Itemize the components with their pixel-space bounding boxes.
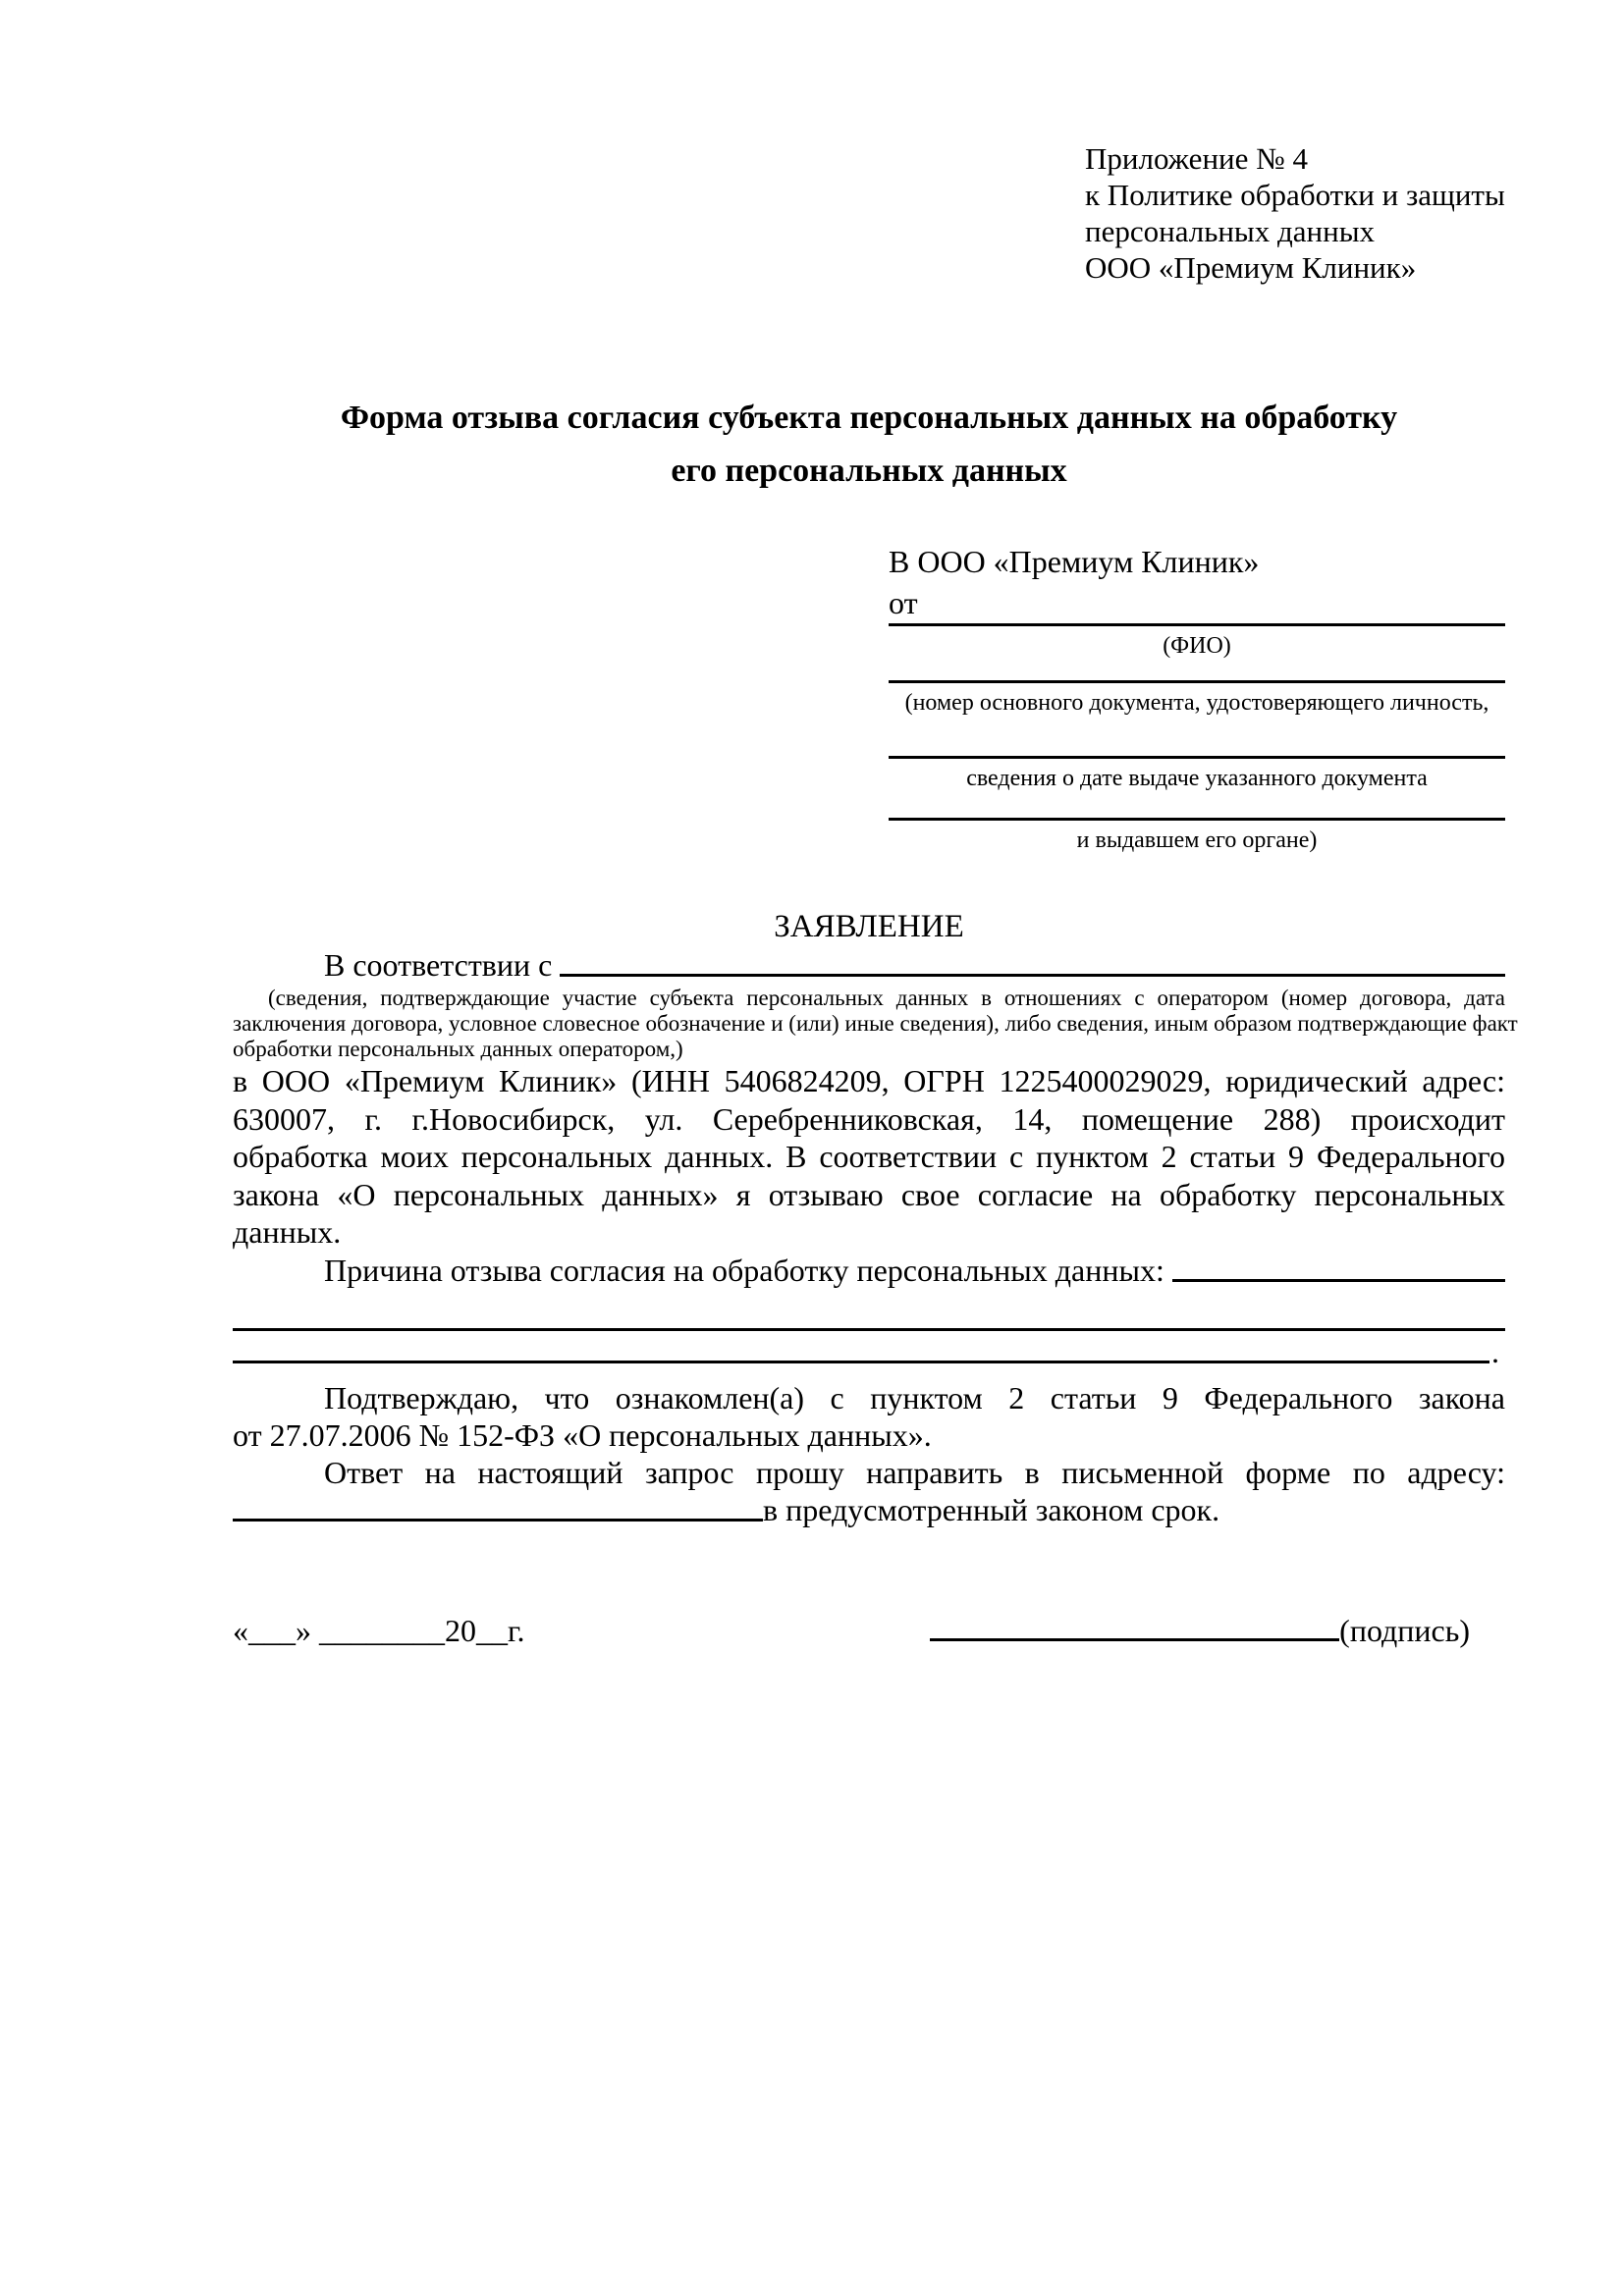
addressee-to: В ООО «Премиум Клиник»	[889, 544, 1260, 579]
addressee-from-label: от	[889, 585, 918, 620]
doc-date-caption: сведения о дате выдаче указанного документа	[966, 766, 1428, 791]
reply-request-line: Ответ на настоящий запрос прошу направить в письменной форме по адресу:	[324, 1454, 1505, 1490]
accordance-blank-line	[560, 946, 1505, 977]
reason-row	[233, 1252, 1505, 1289]
reason-blank-line-3	[233, 1333, 1505, 1369]
statement-heading: ЗАЯВЛЕНИЕ	[774, 909, 964, 944]
signature-group	[930, 1611, 1470, 1650]
appendix-note: Приложение № 4 к Политике обработки и защиты персональных данных ООО «Премиум Клиник»	[1085, 141, 1505, 285]
main-paragraph: в ООО «Премиум Клиник» (ИНН 5406824209, ОГРН 1225400029029, юридический адрес: 630007, г. г.Новосибирск, ул. Серебренниковская, 14, помещение 288) происходит обработка моих персональных данных. В соответствии с пунктом 2 статьи 9 Федерального закона «О персональных данных» я отзываю свое согласие на обработку персональных данных.	[233, 1063, 1505, 1250]
reply-address-blank-line	[233, 1491, 763, 1522]
document-title: Форма отзыва согласия субъекта персональных данных на обработку его персональных данных	[340, 400, 1398, 489]
date-blank: «___» ________20__г.	[233, 1612, 525, 1648]
confirmation-paragraph: Подтверждаю, что ознакомлен(а) с пунктом 2 статьи 9 Федерального закона от 27.07.2006 № 152-ФЗ «О персональных данных».	[233, 1379, 1505, 1453]
reason-blank-line-3-rule	[233, 1338, 1489, 1363]
signature-caption: (подпись)	[1339, 1612, 1470, 1648]
doc-number-caption: (номер основного документа, удостоверяющего личность,	[904, 690, 1489, 716]
addressee-block	[889, 541, 1505, 854]
reason-line-terminator: .	[1491, 1333, 1499, 1369]
document-content	[233, 0, 1518, 1650]
reason-lead: Причина отзыва согласия на обработку персональных данных:	[324, 1252, 1164, 1288]
reply-address-row	[233, 1491, 1505, 1528]
accordance-lead: В соответствии с	[324, 947, 553, 983]
reply-tail-text: в предусмотренный законом срок.	[763, 1491, 1220, 1527]
accordance-row	[233, 946, 1505, 984]
fio-caption: (ФИО)	[1163, 633, 1231, 659]
doc-issuer-caption: и выдавшем его органе)	[1076, 828, 1318, 853]
reason-blank-line	[1172, 1252, 1505, 1282]
reason-blank-line-2	[233, 1328, 1505, 1331]
date-signature-row	[233, 1611, 1505, 1650]
fine-print-note: (сведения, подтверждающие участие субъекта персональных данных в отношениях с оператором (номер договора, дата заключения договора, условное словесное обозначение и (или) иные сведения), либо сведения, иным образом подтверждающие факт обработки персональных данных оператором,)	[233, 986, 1518, 1061]
signature-blank-line	[930, 1611, 1339, 1641]
